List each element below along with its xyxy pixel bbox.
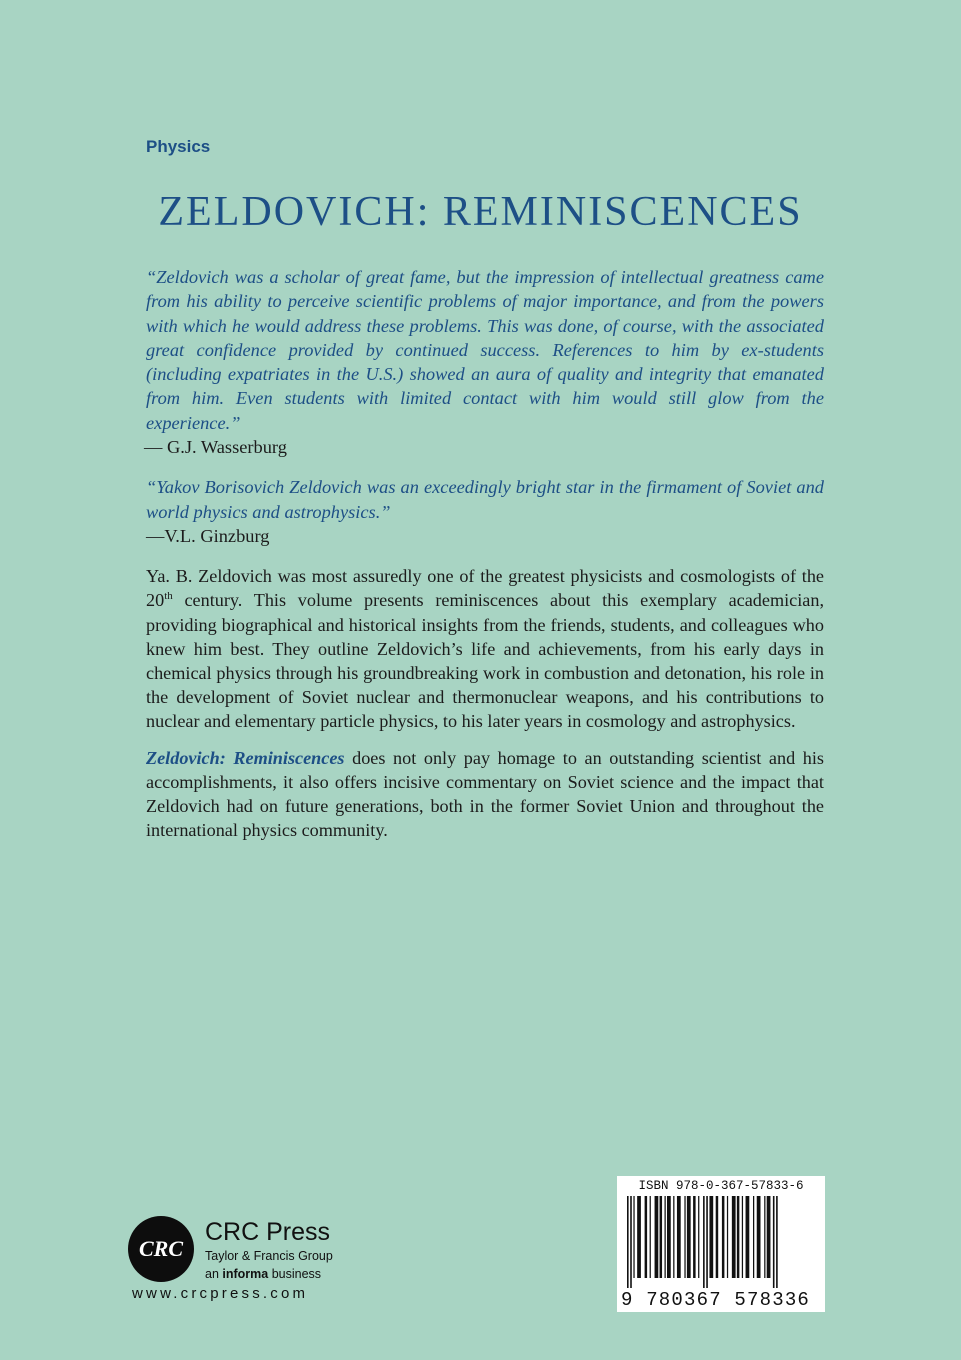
barcode-bar <box>776 1196 778 1288</box>
isbn-barcode <box>617 1176 825 1312</box>
barcode-bar <box>757 1196 761 1278</box>
barcode-bar <box>645 1196 648 1278</box>
publisher-group: Taylor & Francis Group <box>205 1249 333 1263</box>
barcode-bar <box>767 1196 771 1278</box>
quote-ginzburg-attribution: —V.L. Ginzburg <box>146 525 270 546</box>
quote-wasserburg: “Zeldovich was a scholar of great fame, but the impression of intellectual greatness came from his ability to perceive scientific problems of major importance, and from the powers with which he would address these problems. This was done, of course, with the associated great confidence provided by continued success. References to him by ex-students (including expatriates in the U.S.) showed an aura of quality and integrity that emanated from him. Even students with limited contact with him would still glow from the experience.” <box>146 267 824 433</box>
barcode-bar <box>627 1196 629 1288</box>
barcode-bar <box>727 1196 728 1278</box>
tagline-pre: an <box>205 1267 223 1281</box>
description-text-b: century. This volume presents reminiscences about this exemplary academician, providing biographical and historical insights from the friends, students, and colleagues who knew him best. They outline Zeldovich’s life and achievements, from his early days in chemical physics through his groundbreaking work in combustion and detonation, his role in the development of Soviet nuclear and thermonuclear weapons, and his contributions to nuclear and elementary particle physics, to his later years in cosmology and astrophysics. <box>146 590 824 732</box>
tagline-post: business <box>268 1267 322 1281</box>
barcode-bar <box>706 1196 708 1288</box>
barcode-bar <box>764 1196 765 1278</box>
barcode-bar <box>673 1196 674 1278</box>
barcode-bar <box>746 1196 750 1278</box>
description-paragraph-1 <box>146 564 824 733</box>
description-text-c: does not only pay homage to an outstanding scientist and his accomplishments, it also offers incisive commentary on Soviet science and the impact that Zeldovich had on future generations, both in the former Soviet Union and throughout the international physics community. <box>146 747 824 841</box>
book-title: ZELDOVICH: REMINISCENCES <box>158 189 803 235</box>
barcode-bar <box>722 1196 725 1278</box>
barcode-bar <box>732 1196 736 1278</box>
barcode-bar <box>693 1196 696 1278</box>
barcode-bar <box>655 1196 659 1278</box>
book-title-inline: Zeldovich: Reminiscences <box>146 747 345 768</box>
description-text-a: Ya. B. Zeldovich was most assuredly one of the greatest physicists and cosmologists of the 20 <box>146 566 824 611</box>
barcode-bar <box>660 1196 663 1278</box>
back-cover-text <box>146 265 824 843</box>
category-label: Physics <box>146 137 211 156</box>
publisher-url: www.crcpress.com <box>132 1285 309 1302</box>
barcode-bar <box>709 1196 713 1278</box>
barcode-bar <box>667 1196 671 1278</box>
barcode-bar <box>698 1196 699 1278</box>
barcode-bar <box>677 1196 681 1278</box>
barcode-bar <box>753 1196 754 1278</box>
barcode-bar <box>687 1196 691 1278</box>
quote-wasserburg-attribution: — G.J. Wasserburg <box>144 437 287 458</box>
barcode-bar <box>737 1196 740 1278</box>
barcode-bar <box>684 1196 685 1278</box>
tagline-bold: informa <box>222 1267 269 1281</box>
barcode-bar <box>630 1196 632 1288</box>
ordinal-suffix: th <box>164 590 173 603</box>
barcode-bar <box>716 1196 719 1278</box>
isbn-digits: 9 780367 578336 <box>621 1289 811 1311</box>
publisher-tagline <box>205 1267 321 1281</box>
crc-logo-icon: CRC <box>128 1216 194 1282</box>
description-paragraph-2 <box>146 746 824 843</box>
barcode-bar <box>650 1196 651 1278</box>
barcode-bar <box>703 1196 705 1288</box>
barcode-bar <box>742 1196 743 1278</box>
barcode-bar <box>773 1196 775 1288</box>
quote-ginzburg: “Yakov Borisovich Zeldovich was an exceedingly bright star in the firmament of Soviet and world physics and astrophysics.” <box>146 477 824 522</box>
barcode-bar <box>637 1196 641 1278</box>
isbn-label: ISBN 978-0-367-57833-6 <box>638 1179 804 1193</box>
publisher-name: CRC Press <box>205 1218 331 1246</box>
barcode-bar <box>633 1196 634 1278</box>
barcode-bar <box>665 1196 666 1278</box>
barcode-bars <box>625 1196 817 1288</box>
